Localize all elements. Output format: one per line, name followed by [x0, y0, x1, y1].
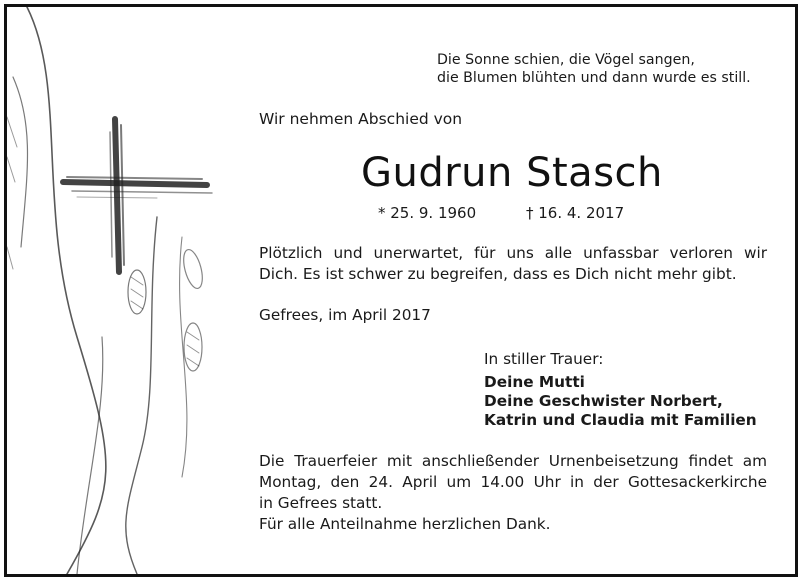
- mourner-line: Katrin und Claudia mit Familien: [484, 411, 757, 429]
- place-date: Gefrees, im April 2017: [259, 306, 431, 324]
- message-line: Plötzlich und unerwartet, für uns alle unfassbar verloren wir: [259, 244, 767, 262]
- mourners-list: [484, 373, 757, 430]
- poem-line: die Blumen blühten und dann wurde es still.: [437, 70, 751, 86]
- poem-line: Die Sonne schien, die Vögel sangen,: [437, 52, 695, 68]
- intro-text: Wir nehmen Abschied von: [259, 110, 463, 128]
- service-paragraph: [259, 451, 767, 514]
- mourning-heading: In stiller Trauer:: [484, 350, 604, 368]
- cross-and-wheat-icon: [7, 7, 247, 574]
- service-line: Montag, den 24. April um 14.00 Uhr in der Gottesackerkirche: [259, 473, 767, 491]
- service-line: Die Trauerfeier mit anschließender Urnenbeisetzung findet am: [259, 452, 767, 470]
- poem: [437, 51, 751, 87]
- obituary-frame: [4, 4, 798, 577]
- thanks-text: Für alle Anteilnahme herzlichen Dank.: [259, 515, 551, 533]
- message-paragraph: [259, 243, 767, 285]
- message-line: Dich. Es ist schwer zu begreifen, dass es Dich nicht mehr gibt.: [259, 265, 737, 283]
- service-line: in Gefrees statt.: [259, 494, 383, 512]
- death-date: † 16. 4. 2017: [526, 204, 625, 222]
- deceased-name: Gudrun Stasch: [361, 150, 663, 196]
- birth-date: * 25. 9. 1960: [378, 204, 477, 222]
- mourner-line: Deine Geschwister Norbert,: [484, 392, 723, 410]
- mourner-line: Deine Mutti: [484, 373, 585, 391]
